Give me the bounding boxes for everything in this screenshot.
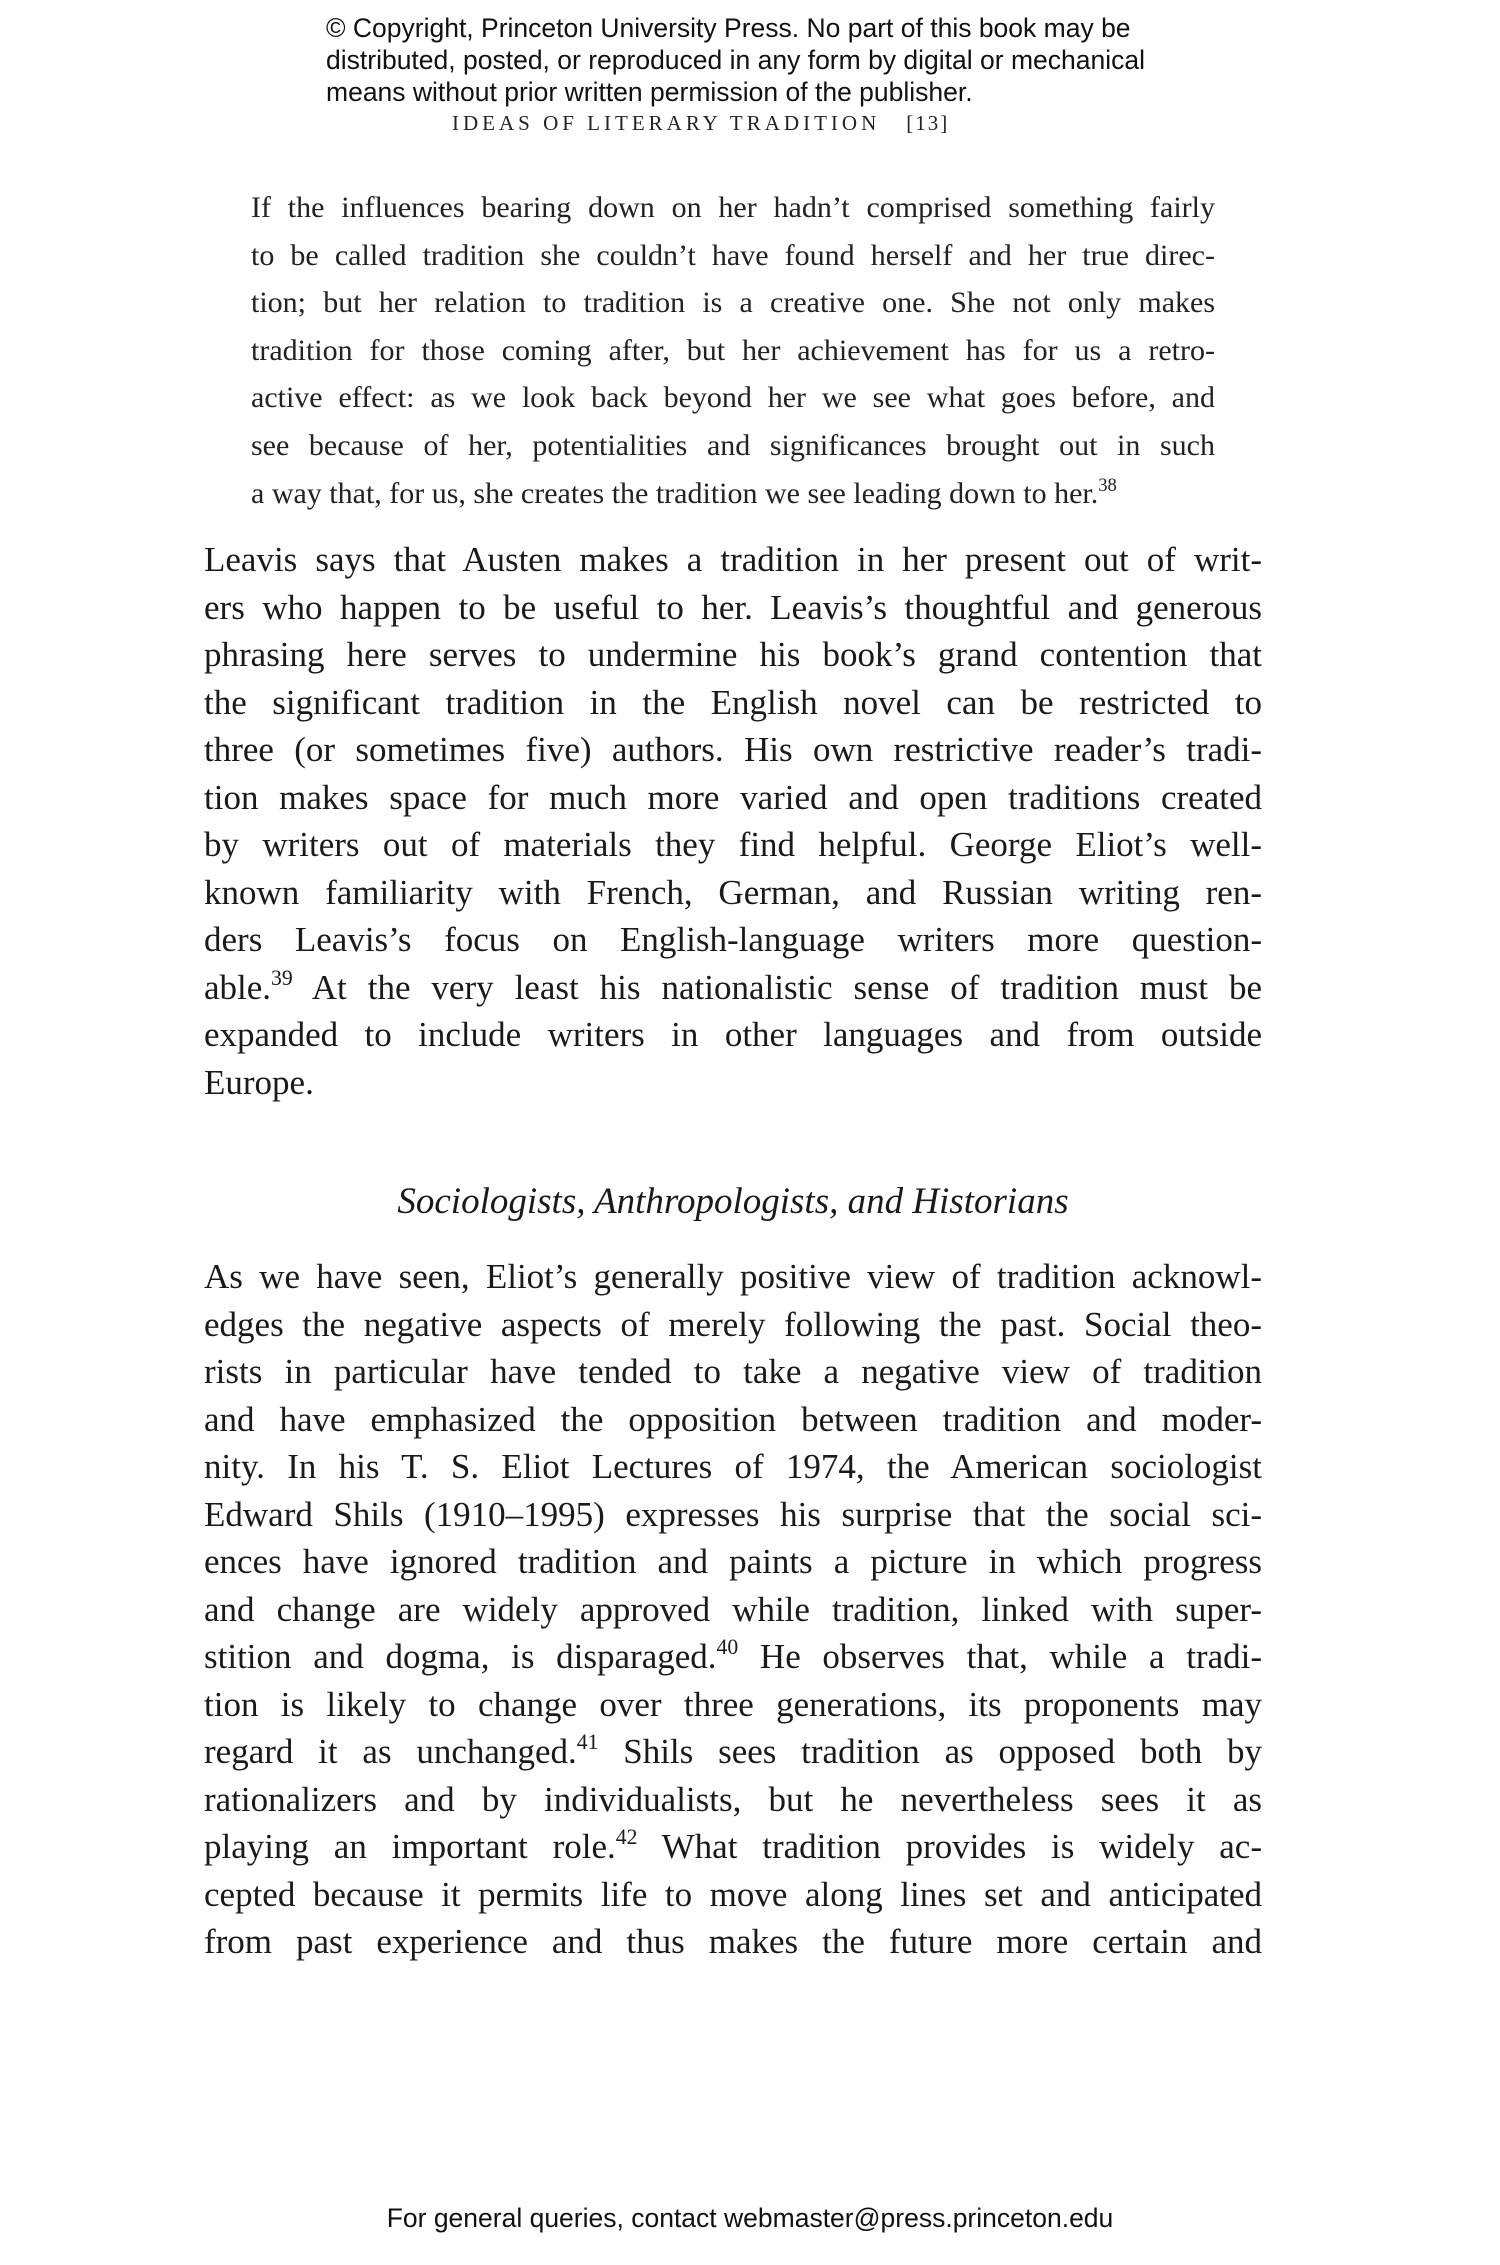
quote-line: tradition for those coming after, but her achievement has for us a retro-	[251, 333, 1215, 367]
section-heading: Sociologists, Anthropologists, and Historians	[397, 1181, 1069, 1222]
body-paragraph	[204, 536, 1262, 1106]
paragraph-line	[204, 1728, 1262, 1776]
paragraph-line: known familiarity with French, German, and Russian writing ren-	[204, 872, 1262, 912]
paragraph-text: What tradition provides is widely ac-	[637, 1827, 1262, 1866]
copyright-line: © Copyright, Princeton University Press. No part of this book may be	[326, 13, 1131, 43]
paragraph-line	[204, 964, 1262, 1012]
paragraph-line: the significant tradition in the English novel can be restricted to	[204, 682, 1262, 722]
quote-line: tion; but her relation to tradition is a creative one. She not only makes	[251, 286, 1215, 320]
body-paragraph	[204, 1253, 1262, 1966]
paragraph-line: nity. In his T. S. Eliot Lectures of 1974, the American sociologist	[204, 1447, 1262, 1486]
paragraph-line: rationalizers and by individualists, but he nevertheless sees it as	[204, 1779, 1262, 1819]
paragraph-line: Leavis says that Austen makes a tradition in her present out of writ-	[204, 540, 1262, 579]
quote-line	[251, 470, 1215, 518]
paragraph-line: from past experience and thus makes the future more certain and	[204, 1922, 1262, 1961]
running-head	[452, 111, 949, 136]
paragraph-line	[204, 1823, 1262, 1871]
footer-contact: For general queries, contact webmaster@press.princeton.edu	[386, 2203, 1114, 2233]
paragraph-line: edges the negative aspects of merely following the past. Social theo-	[204, 1304, 1262, 1344]
paragraph-line: cepted because it permits life to move along lines set and anticipated	[204, 1874, 1262, 1914]
footnote-ref: 38	[1098, 474, 1117, 496]
footnote-ref: 39	[271, 965, 293, 990]
quote-line-text: a way that, for us, she creates the tradition we see leading down to her.	[251, 476, 1099, 510]
paragraph-text: stition and dogma, is disparaged.	[204, 1637, 717, 1676]
paragraph-text: Shils sees tradition as opposed both by	[598, 1732, 1263, 1771]
paragraph-text: playing an important role.	[204, 1827, 616, 1866]
block-quote	[251, 184, 1215, 517]
footnote-ref: 41	[576, 1729, 599, 1754]
paragraph-line	[204, 1633, 1262, 1681]
paragraph-line: phrasing here serves to undermine his book’s grand contention that	[204, 635, 1262, 674]
paragraph-text: regard it as unchanged.	[204, 1732, 577, 1771]
paragraph-line: and have emphasized the opposition between tradition and moder-	[204, 1399, 1262, 1439]
paragraph-line: tion makes space for much more varied and open traditions created	[204, 777, 1262, 817]
paragraph-text: At the very least his nationalistic sense of tradition must be	[292, 967, 1262, 1007]
paragraph-line: Europe.	[204, 1062, 314, 1102]
copyright-line: distributed, posted, or reproduced in any form by digital or mechanical	[326, 45, 1145, 75]
paragraph-line: three (or sometimes five) authors. His own restrictive reader’s tradi-	[204, 730, 1262, 769]
paragraph-text: able.	[204, 967, 272, 1007]
copyright-notice	[326, 12, 1226, 108]
paragraph-line: tion is likely to change over three generations, its proponents may	[204, 1684, 1262, 1724]
paragraph-line: ders Leavis’s focus on English-language writers more question-	[204, 920, 1262, 959]
paragraph-line: ers who happen to be useful to her. Leavis’s thoughtful and generous	[204, 587, 1262, 627]
paragraph-line: expanded to include writers in other languages and from outside	[204, 1015, 1262, 1054]
quote-line: active effect: as we look back beyond her we see what goes before, and	[251, 381, 1215, 415]
footnote-ref: 40	[716, 1634, 739, 1659]
paragraph-line: Edward Shils (1910–1995) expresses his surprise that the social sci-	[204, 1494, 1262, 1534]
footnote-ref: 42	[615, 1824, 638, 1849]
paragraph-line: ences have ignored tradition and paints a picture in which progress	[204, 1542, 1262, 1581]
paragraph-line: by writers out of materials they find helpful. George Eliot’s well-	[204, 825, 1262, 864]
paragraph-line: rists in particular have tended to take a negative view of tradition	[204, 1352, 1262, 1391]
page-number: [13]	[906, 111, 950, 135]
paragraph-text: He observes that, while a tradi-	[738, 1637, 1262, 1676]
copyright-line: means without prior written permission of the publisher.	[326, 77, 973, 107]
paragraph-line: As we have seen, Eliot’s generally positive view of tradition acknowl-	[204, 1257, 1262, 1296]
quote-line: to be called tradition she couldn’t have found herself and her true direc-	[251, 238, 1215, 272]
running-head-title: IDEAS OF LITERARY TRADITION	[452, 111, 881, 135]
paragraph-line: and change are widely approved while tradition, linked with super-	[204, 1589, 1262, 1629]
quote-line: see because of her, potentialities and significances brought out in such	[251, 428, 1215, 462]
quote-line: If the influences bearing down on her hadn’t comprised something fairly	[251, 191, 1215, 224]
